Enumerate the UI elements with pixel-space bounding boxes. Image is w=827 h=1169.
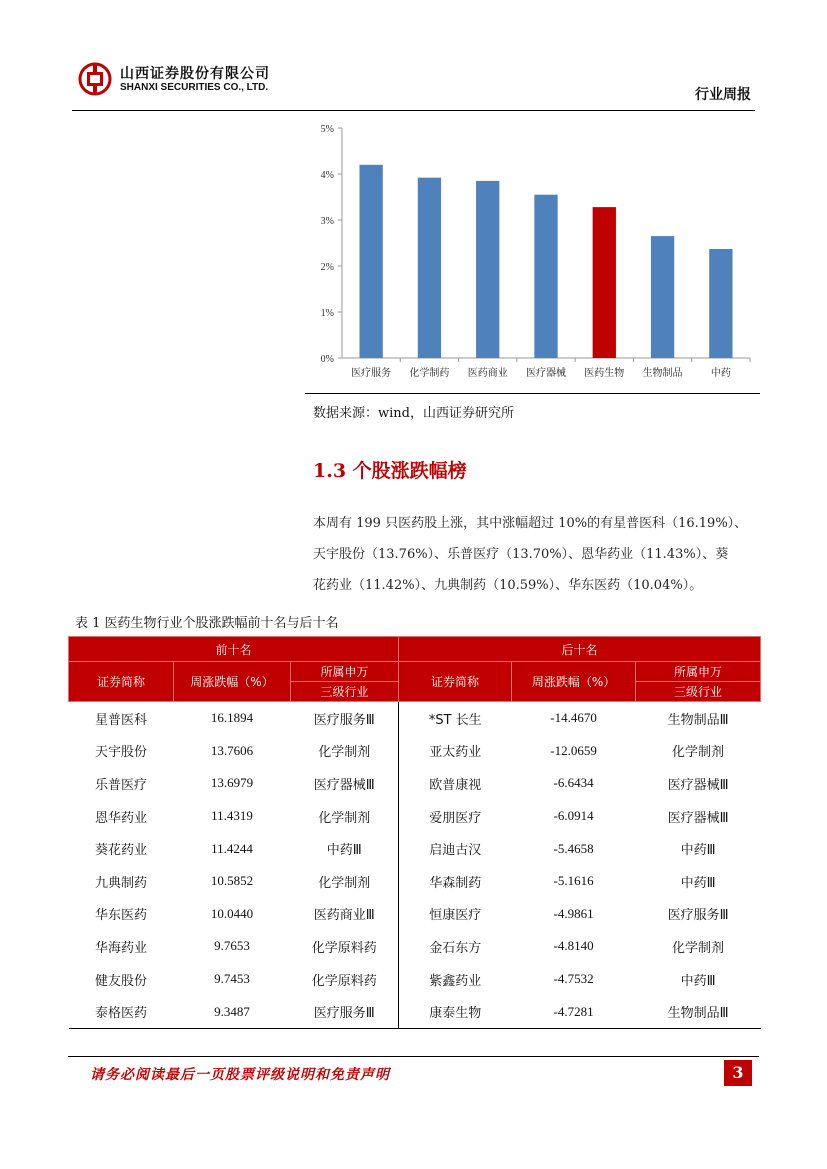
change-value-cell: 10.5852 — [210, 873, 254, 889]
bar-3 — [476, 181, 499, 358]
col-header-industry-line1: 所属申万 — [636, 662, 761, 682]
stock-name-cell: 九典制药 — [94, 875, 147, 891]
stock-name-cell: 恒康医疗 — [429, 908, 482, 924]
industry-return-bar-chart — [305, 118, 760, 390]
change-value-cell: -14.4670 — [550, 710, 597, 726]
disclaimer-note: 请务必阅读最后一页股票评级说明和免责声明 — [90, 1067, 390, 1083]
change-value-cell: -5.4658 — [553, 840, 594, 856]
change-value-cell: -12.0659 — [550, 742, 597, 758]
col-header-change: 周涨跌幅（%） — [512, 662, 636, 702]
industry-cell: 中药Ⅲ — [680, 875, 716, 891]
industry-cell: 化学制剂 — [291, 735, 399, 768]
change-value-cell: 9.3487 — [174, 995, 291, 1028]
change-value-cell: -4.8140 — [553, 938, 594, 954]
header-divider — [72, 110, 755, 111]
bar-4 — [534, 195, 557, 358]
table-row — [69, 865, 761, 898]
paragraph-line: 本周有 199 只医药股上涨，其中涨幅超过 10%的有星普医科（16.19%）、 — [313, 516, 748, 531]
change-value-cell: 13.6979 — [210, 775, 254, 791]
industry-cell: 医疗器械Ⅲ — [667, 777, 729, 793]
industry-cell: 化学制剂 — [672, 745, 725, 761]
y-tick-label: 4% — [320, 170, 334, 181]
stock-name-cell: 亚太药业 — [429, 745, 482, 761]
industry-cell: 生物制品Ⅲ — [667, 712, 729, 728]
industry-cell: 化学原料药 — [291, 963, 399, 996]
col-header-name: 证券简称 — [69, 662, 174, 702]
section-title: 1.3 个股涨跌幅榜 — [313, 460, 467, 482]
change-value-cell: 9.7653 — [214, 938, 250, 954]
change-value-cell: 16.1894 — [210, 710, 254, 726]
x-tick-label: 化学制药 — [409, 368, 450, 379]
bar-7 — [709, 249, 732, 358]
y-tick-label: 5% — [320, 124, 334, 135]
table-row — [69, 767, 761, 800]
col-header-industry-line2: 三级行业 — [291, 682, 399, 702]
x-tick-label: 生物制品 — [642, 368, 683, 379]
industry-cell: 化学原料药 — [291, 930, 399, 963]
change-value-cell: -4.9861 — [553, 905, 594, 921]
stock-name-cell: 恩华药业 — [94, 810, 147, 826]
change-value-cell: -4.7532 — [553, 971, 594, 987]
group-header-bottom10: 后十名 — [399, 637, 761, 662]
table-caption: 表 1 医药生物行业个股涨跌幅前十名与后十名 — [75, 616, 339, 631]
col-header-industry-line2: 三级行业 — [636, 682, 761, 702]
industry-cell: 医疗服务Ⅲ — [291, 702, 399, 735]
industry-cell: 生物制品Ⅲ — [636, 995, 761, 1028]
table-row — [69, 930, 761, 963]
stock-name-cell: 爱朋医疗 — [429, 810, 482, 826]
change-value-cell: -4.7281 — [512, 995, 636, 1028]
stock-name-cell: 星普医科 — [94, 712, 147, 728]
x-tick-label: 医疗器械 — [526, 368, 566, 379]
y-tick-label: 0% — [320, 354, 334, 365]
col-header-name: 证券简称 — [399, 662, 512, 702]
change-value-cell: 9.7453 — [214, 971, 250, 987]
industry-cell: 中药Ⅲ — [291, 832, 399, 865]
change-value-cell: -6.6434 — [553, 775, 594, 791]
chart-bottom-divider — [305, 393, 760, 394]
x-tick-label: 医药商业 — [467, 368, 508, 379]
col-header-industry-line1: 所属申万 — [291, 662, 399, 682]
stock-name-cell: 华海药业 — [94, 940, 147, 956]
paragraph-line: 花药业（11.42%）、九典制药（10.59%）、华东医药（10.04%）。 — [313, 578, 703, 593]
x-tick-label: 医疗服务 — [351, 368, 392, 379]
change-value-cell: -6.0914 — [553, 808, 594, 824]
x-tick-label: 中药 — [710, 368, 731, 379]
industry-cell: 中药Ⅲ — [680, 973, 716, 989]
section-paragraph — [313, 508, 763, 601]
x-tick-label: 医药生物 — [584, 368, 625, 379]
table-row — [69, 898, 761, 931]
table-row — [69, 995, 761, 1028]
company-name-en: SHANXI SECURITIES CO., LTD. — [120, 82, 269, 93]
chart-source-note: 数据来源：wind，山西证券研究所 — [313, 406, 514, 421]
company-name-cn: 山西证券股份有限公司 — [120, 66, 270, 82]
stock-name-cell: 乐普医疗 — [94, 777, 147, 793]
group-header-top10: 前十名 — [69, 637, 399, 662]
stock-name-cell: 天宇股份 — [94, 745, 147, 761]
stock-name-cell: 欧普康视 — [429, 777, 482, 793]
industry-cell: 化学制剂 — [672, 940, 725, 956]
top-bottom-stocks-table — [68, 636, 761, 1029]
change-value-cell: 10.0440 — [210, 905, 254, 921]
page-number: 3 — [724, 1060, 752, 1086]
company-logo-icon — [78, 62, 112, 96]
paragraph-line: 天宇股份（13.76%）、乐普医疗（13.70%）、恩华药业（11.43%）、葵 — [313, 547, 729, 562]
table-row — [69, 702, 761, 735]
industry-cell: 医疗器械Ⅲ — [291, 767, 399, 800]
col-header-change: 周涨跌幅（%） — [174, 662, 291, 702]
stock-name-cell: 华森制药 — [429, 875, 482, 891]
table-row — [69, 735, 761, 768]
bar-5 — [593, 207, 616, 358]
industry-cell: 医疗服务Ⅲ — [667, 908, 729, 924]
change-value-cell: -5.1616 — [553, 873, 594, 889]
industry-cell: 医药商业Ⅲ — [291, 898, 399, 931]
y-tick-label: 3% — [320, 216, 334, 227]
stock-name-cell: 华东医药 — [94, 908, 147, 924]
footer-divider — [68, 1056, 759, 1057]
stock-name-cell: 启迪古汉 — [429, 843, 482, 859]
stock-name-cell: 泰格医药 — [69, 995, 174, 1028]
stock-name-cell: *ST 长生 — [428, 712, 482, 728]
stock-name-cell: 康泰生物 — [399, 995, 512, 1028]
stock-name-cell: 葵花药业 — [94, 843, 147, 859]
industry-cell: 医疗器械Ⅲ — [667, 810, 729, 826]
bar-1 — [359, 165, 382, 358]
table-row — [69, 832, 761, 865]
change-value-cell: 11.4319 — [211, 808, 253, 824]
industry-cell: 化学制剂 — [291, 865, 399, 898]
industry-cell: 化学制剂 — [291, 800, 399, 833]
change-value-cell: 13.7606 — [210, 742, 254, 758]
stock-name-cell: 紫鑫药业 — [429, 973, 482, 989]
y-tick-label: 1% — [320, 308, 334, 319]
bar-6 — [651, 236, 674, 358]
stock-name-cell: 金石东方 — [429, 940, 482, 956]
report-type-label: 行业周报 — [695, 87, 751, 103]
change-value-cell: 11.4244 — [211, 840, 253, 856]
table-row — [69, 800, 761, 833]
bar-2 — [418, 178, 441, 358]
stock-name-cell: 健友股份 — [94, 973, 147, 989]
table-row — [69, 963, 761, 996]
y-tick-label: 2% — [320, 262, 334, 273]
industry-cell: 医疗服务Ⅲ — [291, 995, 399, 1028]
industry-cell: 中药Ⅲ — [680, 843, 716, 859]
